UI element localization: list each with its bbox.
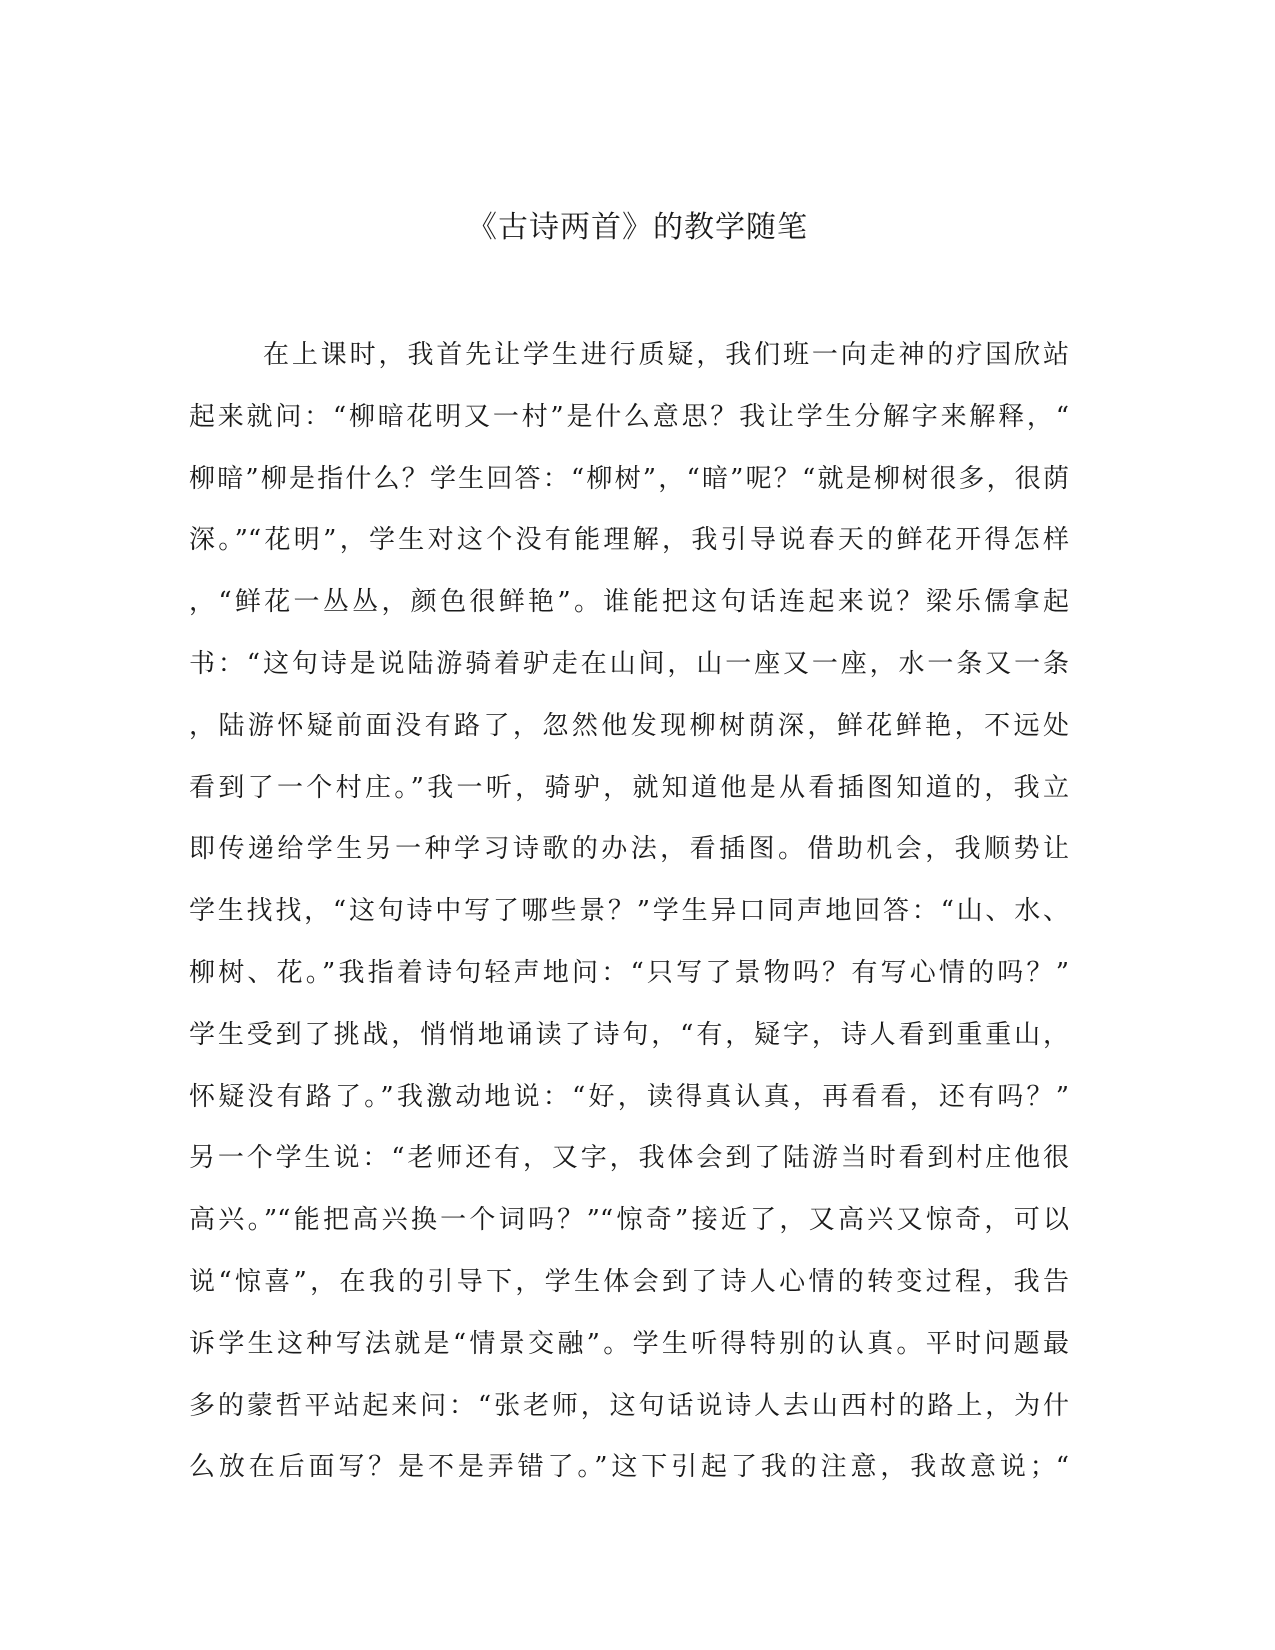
text-line: 么放在后面写？是不是弄错了。”这下引起了我的注意，我故意说；“ xyxy=(189,1452,1069,1483)
text-line: 怀疑没有路了。”我激动地说：“好，读得真认真，再看看，还有吗？” xyxy=(189,1081,1069,1112)
text-line: 诉学生这种写法就是“情景交融”。学生听得特别的认真。平时问题最 xyxy=(189,1328,1069,1359)
text-line: 另一个学生说：“老师还有，又字，我体会到了陆游当时看到村庄他很 xyxy=(189,1143,1069,1174)
text-line: ，陆游怀疑前面没有路了，忽然他发现柳树荫深，鲜花鲜艳，不远处 xyxy=(189,710,1069,741)
text-line: 看到了一个村庄。”我一听，骑驴，就知道他是从看插图知道的，我立 xyxy=(189,772,1069,803)
text-line: 起来就问：“柳暗花明又一村”是什么意思？我让学生分解字来解释，“ xyxy=(189,401,1069,432)
text-line: 在上课时，我首先让学生进行质疑，我们班一向走神的疗国欣站 xyxy=(263,340,1069,370)
text-line: 学生找找，“这句诗中写了哪些景？”学生异口同声地回答：“山、水、 xyxy=(189,896,1069,927)
text-line: 柳树、花。”我指着诗句轻声地问：“只写了景物吗？有写心情的吗？” xyxy=(189,957,1069,988)
text-line: 即传递给学生另一种学习诗歌的办法，看插图。借助机会，我顺势让 xyxy=(189,834,1069,865)
text-line: 多的蒙哲平站起来问：“张老师，这句话说诗人去山西村的路上，为什 xyxy=(189,1390,1069,1421)
text-line: ，“鲜花一丛丛，颜色很鲜艳”。谁能把这句话连起来说？梁乐儒拿起 xyxy=(189,587,1069,618)
text-line: 深。”“花明”，学生对这个没有能理解，我引导说春天的鲜花开得怎样 xyxy=(189,525,1069,556)
text-line: 说“惊喜”，在我的引导下，学生体会到了诗人心情的转变过程，我告 xyxy=(189,1266,1069,1297)
text-line: 学生受到了挑战，悄悄地诵读了诗句，“有，疑字，诗人看到重重山， xyxy=(189,1019,1069,1050)
text-line: 书：“这句诗是说陆游骑着驴走在山间，山一座又一座，水一条又一条 xyxy=(189,648,1069,679)
text-line: 柳暗”柳是指什么？学生回答：“柳树”，“暗”呢？“就是柳树很多，很荫 xyxy=(189,463,1069,494)
text-line: 高兴。”“能把高兴换一个词吗？”“惊奇”接近了，又高兴又惊奇，可以 xyxy=(189,1205,1069,1236)
body-paragraph xyxy=(189,330,1069,1504)
document-title: 《古诗两首》的教学随笔 xyxy=(467,210,808,245)
